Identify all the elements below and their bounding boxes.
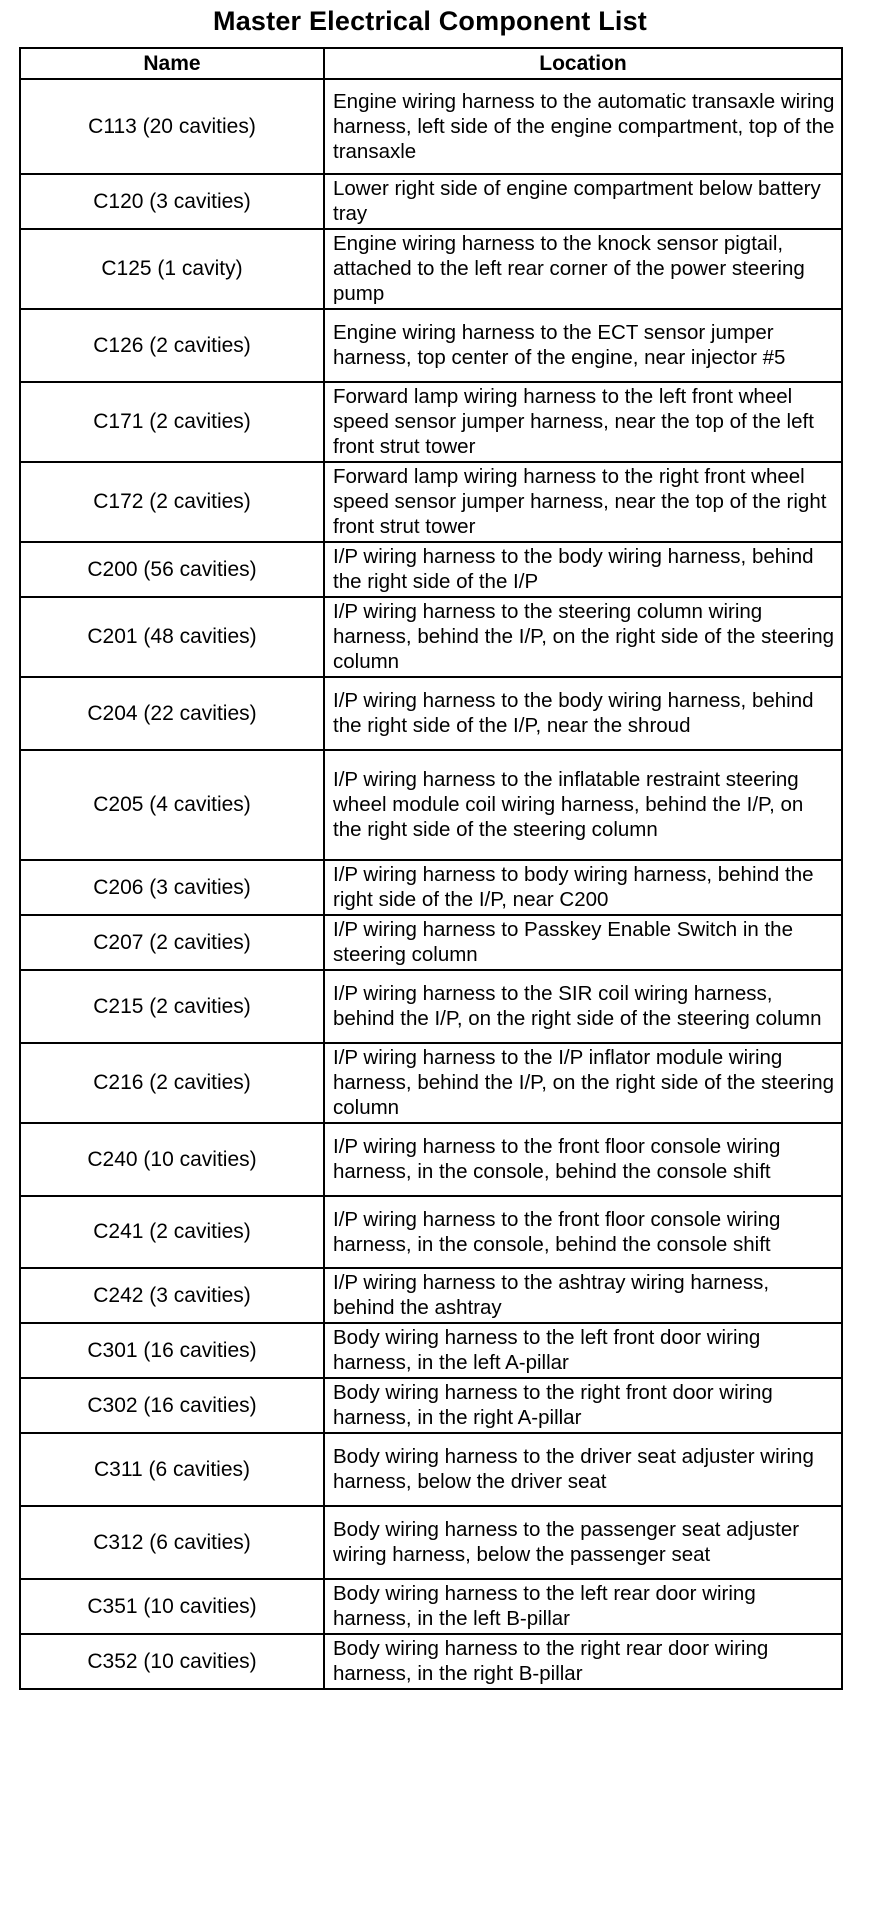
component-location-cell: I/P wiring harness to the body wiring harness, behind the right side of the I/P: [324, 542, 842, 597]
table-row: [20, 542, 842, 597]
table-row: [20, 915, 842, 970]
component-location-cell: Forward lamp wiring harness to the right front wheel speed sensor jumper harness, near the top of the right front strut tower: [324, 462, 842, 542]
table-row: [20, 1634, 842, 1689]
component-name-cell: C302 (16 cavities): [20, 1378, 324, 1433]
component-name-cell: C311 (6 cavities): [20, 1433, 324, 1506]
component-location-cell: Lower right side of engine compartment below battery tray: [324, 174, 842, 229]
component-name-cell: C113 (20 cavities): [20, 79, 324, 174]
table-row: [20, 860, 842, 915]
table-row: [20, 1579, 842, 1634]
component-table: [19, 47, 843, 1690]
component-name-cell: C215 (2 cavities): [20, 970, 324, 1043]
component-name-cell: C172 (2 cavities): [20, 462, 324, 542]
component-name-cell: C352 (10 cavities): [20, 1634, 324, 1689]
component-location-cell: Engine wiring harness to the ECT sensor jumper harness, top center of the engine, near injector #5: [324, 309, 842, 382]
component-location-cell: Engine wiring harness to the automatic transaxle wiring harness, left side of the engine compartment, top of the transaxle: [324, 79, 842, 174]
component-location-cell: Body wiring harness to the driver seat adjuster wiring harness, below the driver seat: [324, 1433, 842, 1506]
component-location-cell: I/P wiring harness to the SIR coil wiring harness, behind the I/P, on the right side of the steering column: [324, 970, 842, 1043]
component-name-cell: C207 (2 cavities): [20, 915, 324, 970]
component-name-cell: C206 (3 cavities): [20, 860, 324, 915]
component-location-cell: I/P wiring harness to the body wiring harness, behind the right side of the I/P, near the shroud: [324, 677, 842, 750]
table-row: [20, 1123, 842, 1196]
table-row: [20, 1043, 842, 1123]
component-location-cell: Body wiring harness to the left front door wiring harness, in the left A-pillar: [324, 1323, 842, 1378]
component-location-cell: I/P wiring harness to the ashtray wiring harness, behind the ashtray: [324, 1268, 842, 1323]
table-row: [20, 1378, 842, 1433]
component-name-cell: C240 (10 cavities): [20, 1123, 324, 1196]
component-name-cell: C351 (10 cavities): [20, 1579, 324, 1634]
component-location-cell: Engine wiring harness to the knock sensor pigtail, attached to the left rear corner of the power steering pump: [324, 229, 842, 309]
component-name-cell: C216 (2 cavities): [20, 1043, 324, 1123]
component-name-cell: C171 (2 cavities): [20, 382, 324, 462]
table-row: [20, 1323, 842, 1378]
component-name-cell: C301 (16 cavities): [20, 1323, 324, 1378]
component-location-cell: Body wiring harness to the left rear door wiring harness, in the left B-pillar: [324, 1579, 842, 1634]
component-location-cell: Body wiring harness to the right front door wiring harness, in the right A-pillar: [324, 1378, 842, 1433]
table-row: [20, 229, 842, 309]
table-row: [20, 1196, 842, 1268]
component-location-cell: Forward lamp wiring harness to the left front wheel speed sensor jumper harness, near the top of the left front strut tower: [324, 382, 842, 462]
table-row: [20, 677, 842, 750]
page-title: Master Electrical Component List: [213, 6, 647, 36]
component-name-cell: C241 (2 cavities): [20, 1196, 324, 1268]
component-location-cell: I/P wiring harness to the inflatable restraint steering wheel module coil wiring harness, behind the I/P, on the right side of the steering column: [324, 750, 842, 860]
table-row: [20, 970, 842, 1043]
table-row: [20, 1506, 842, 1579]
table-row: [20, 174, 842, 229]
component-name-cell: C120 (3 cavities): [20, 174, 324, 229]
component-name-cell: C312 (6 cavities): [20, 1506, 324, 1579]
table-row: [20, 382, 842, 462]
component-location-cell: I/P wiring harness to the front floor console wiring harness, in the console, behind the console shift: [324, 1123, 842, 1196]
component-name-cell: C242 (3 cavities): [20, 1268, 324, 1323]
table-row: [20, 79, 842, 174]
component-location-cell: I/P wiring harness to Passkey Enable Switch in the steering column: [324, 915, 842, 970]
component-location-cell: I/P wiring harness to the steering column wiring harness, behind the I/P, on the right side of the steering column: [324, 597, 842, 677]
table-row: [20, 1433, 842, 1506]
component-location-cell: Body wiring harness to the passenger seat adjuster wiring harness, below the passenger seat: [324, 1506, 842, 1579]
table-row: [20, 750, 842, 860]
table-row: [20, 597, 842, 677]
column-header-location: Location: [324, 48, 842, 79]
component-location-cell: I/P wiring harness to the front floor console wiring harness, in the console, behind the console shift: [324, 1196, 842, 1268]
component-name-cell: C125 (1 cavity): [20, 229, 324, 309]
column-header-name: Name: [20, 48, 324, 79]
table-row: [20, 1268, 842, 1323]
component-name-cell: C200 (56 cavities): [20, 542, 324, 597]
component-location-cell: Body wiring harness to the right rear door wiring harness, in the right B-pillar: [324, 1634, 842, 1689]
component-name-cell: C126 (2 cavities): [20, 309, 324, 382]
table-header-row: [20, 48, 842, 79]
table-row: [20, 462, 842, 542]
table-row: [20, 309, 842, 382]
component-name-cell: C201 (48 cavities): [20, 597, 324, 677]
component-name-cell: C205 (4 cavities): [20, 750, 324, 860]
component-location-cell: I/P wiring harness to the I/P inflator module wiring harness, behind the I/P, on the right side of the steering column: [324, 1043, 842, 1123]
component-name-cell: C204 (22 cavities): [20, 677, 324, 750]
component-location-cell: I/P wiring harness to body wiring harness, behind the right side of the I/P, near C200: [324, 860, 842, 915]
